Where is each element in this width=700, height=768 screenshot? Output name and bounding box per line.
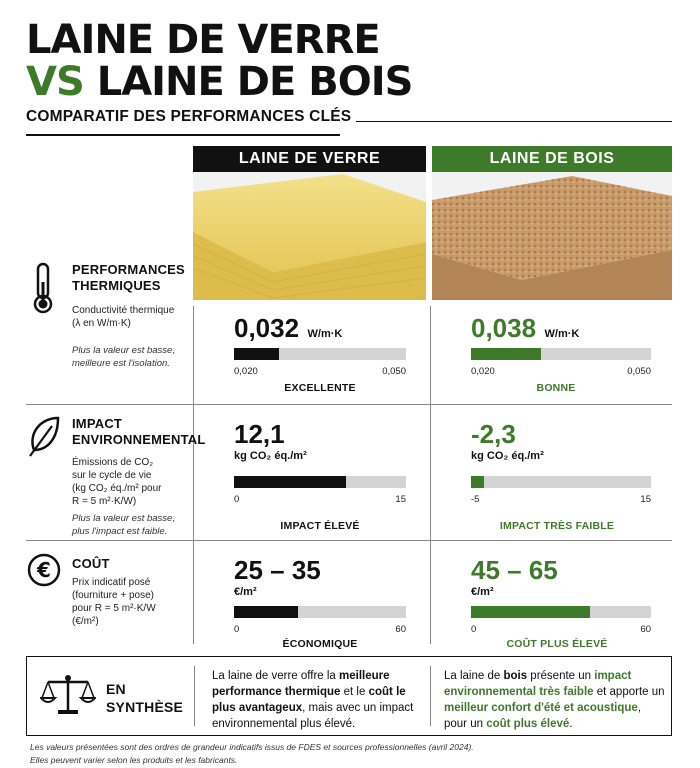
- synthesis-label: [106, 680, 183, 716]
- env-bois-max: 15: [640, 494, 651, 505]
- env-bois-number: -2,3: [471, 419, 516, 449]
- env-bois-min: -5: [471, 494, 480, 505]
- row-cost-desc-1: Prix indicatif posé: [72, 577, 151, 588]
- synthesis-bois-text: [444, 668, 666, 732]
- cost-verre-min: 0: [234, 624, 240, 635]
- row-env-desc-4: R = 5 m²·K/W): [72, 496, 137, 507]
- row-thermal-label-2: THERMIQUES: [72, 278, 161, 293]
- row-thermal-description: [72, 304, 174, 330]
- synthesis-verre-text: [212, 668, 420, 732]
- row-thermal-note-1: Plus la valeur est basse,: [72, 345, 175, 356]
- balance-scale-icon: [40, 672, 96, 721]
- thermal-verre-bar-fill: [234, 348, 279, 360]
- euro-icon: [26, 552, 62, 593]
- row-cost-description: [72, 576, 156, 628]
- env-verre-max: 15: [395, 494, 406, 505]
- row-cost-desc-4: (€/m²): [72, 616, 99, 627]
- synthesis-divider-1: [194, 666, 195, 726]
- cost-bois-number: 45 – 65: [471, 555, 558, 585]
- cost-bois-unit: €/m²: [471, 586, 494, 598]
- synthesis-bois-g2: meilleur confort d'été et acoustique: [444, 702, 638, 714]
- synthesis-verre-b1: meilleure performance thermique: [212, 670, 390, 698]
- title-line-1: LAINE DE VERRE: [26, 17, 380, 63]
- env-bois-bar: [471, 476, 651, 488]
- env-verre-unit: kg CO₂ éq./m²: [234, 450, 307, 462]
- synthesis-verre-t1: La laine de verre offre la: [212, 670, 340, 682]
- synthesis-label-1: EN: [106, 681, 126, 697]
- cost-bois-min: 0: [471, 624, 477, 635]
- subtitle-underline: [26, 134, 340, 136]
- thermal-bois-rating: BONNE: [536, 382, 576, 394]
- env-verre-bar-fill: [234, 476, 346, 488]
- cost-bois-rating: COÛT PLUS ÉLEVÉ: [506, 638, 608, 650]
- env-verre-rating: IMPACT ÉLEVÉ: [280, 520, 360, 532]
- env-verre-bar: [234, 476, 406, 488]
- synthesis-bois-t3: et apporte un: [593, 686, 665, 698]
- row-divider-2: [26, 540, 672, 541]
- thermal-verre-number: 0,032: [234, 313, 300, 343]
- row-env-note-2: plus l'impact est faible.: [72, 526, 168, 537]
- synthesis-verre-b2: coût le plus avantageux: [212, 686, 406, 714]
- row-divider-1: [26, 404, 672, 405]
- thermal-verre-rating: EXCELLENTE: [284, 382, 356, 394]
- synthesis-bois-g3: coût plus élevé: [486, 718, 570, 730]
- row-cost-desc-3: pour R = 5 m²·K/W: [72, 603, 156, 614]
- row-thermal-desc-2: (λ en W/m·K): [72, 318, 131, 329]
- cost-verre-unit: €/m²: [234, 586, 257, 598]
- thermal-bois-unit: W/m·K: [544, 328, 580, 340]
- row-env-label-1: IMPACT: [72, 416, 123, 431]
- row-cost-label: COÛT: [72, 556, 110, 571]
- cost-verre-number: 25 – 35: [234, 555, 321, 585]
- thermometer-icon: [28, 262, 58, 319]
- row-thermal-note: [72, 344, 175, 370]
- cost-bois-max: 60: [640, 624, 651, 635]
- title-vs: VS: [26, 59, 84, 105]
- cost-verre-bar-fill: [234, 606, 298, 618]
- column-divider-left: [193, 306, 194, 644]
- row-thermal-label: [72, 262, 185, 294]
- cost-bois-bar-fill: [471, 606, 590, 618]
- thermal-verre-max: 0,050: [382, 366, 406, 377]
- title-line-2: [26, 59, 413, 105]
- thermal-bois-number: 0,038: [471, 313, 537, 343]
- svg-text:€: €: [37, 558, 51, 582]
- env-verre-min: 0: [234, 494, 240, 505]
- cost-verre-max: 60: [395, 624, 406, 635]
- wood-wool-image: [432, 172, 672, 300]
- row-thermal-label-1: PERFORMANCES: [72, 262, 185, 277]
- synthesis-verre-t2: et le: [340, 686, 369, 698]
- title-line-2-rest: LAINE DE BOIS: [96, 59, 413, 105]
- synthesis-bois-g1: impact environnemental très faible: [444, 670, 632, 698]
- synthesis-bois-t2: présente un: [527, 670, 595, 682]
- thermal-bois-min: 0,020: [471, 366, 495, 377]
- cost-verre-bar: [234, 606, 406, 618]
- footer-line-2: Elles peuvent varier selon les produits et les fabricants.: [30, 755, 238, 765]
- thermal-bois-value: [471, 314, 579, 342]
- env-verre-number: 12,1: [234, 419, 285, 449]
- column-divider-middle: [430, 306, 431, 644]
- row-env-desc-3: (kg CO₂ éq./m² pour: [72, 483, 162, 494]
- env-bois-rating: IMPACT TRÈS FAIBLE: [499, 520, 615, 532]
- synthesis-bois-t5: .: [569, 718, 573, 730]
- thermal-bois-bar-fill: [471, 348, 541, 360]
- env-bois-bar-fill: [471, 476, 484, 488]
- synthesis-divider-2: [430, 666, 431, 726]
- thermal-verre-unit: W/m·K: [307, 328, 343, 340]
- subtitle-rule: [356, 121, 672, 122]
- row-env-description: [72, 456, 161, 508]
- row-env-desc-2: sur le cycle de vie: [72, 470, 152, 481]
- row-thermal-note-2: meilleure est l'isolation.: [72, 358, 170, 369]
- synthesis-bois-t4: , pour un: [444, 702, 642, 730]
- column-header-bois: LAINE DE BOIS: [432, 146, 672, 172]
- column-header-verre: LAINE DE VERRE: [193, 146, 426, 172]
- row-cost-desc-2: (fourniture + pose): [72, 590, 154, 601]
- synthesis-bois-t1: La laine de: [444, 670, 504, 682]
- footer-line-1: Les valeurs présentées sont des ordres de grandeur indicatifs issus de FDES et sources professionnelles (avril 2024).: [30, 742, 474, 752]
- glass-wool-image: [193, 172, 426, 300]
- synthesis-label-2: SYNTHÈSE: [106, 699, 184, 715]
- env-bois-unit: kg CO₂ éq./m²: [471, 450, 544, 462]
- row-thermal-desc-1: Conductivité thermique: [72, 305, 175, 316]
- thermal-verre-min: 0,020: [234, 366, 258, 377]
- cost-verre-rating: ÉCONOMIQUE: [282, 638, 358, 650]
- row-env-note: [72, 512, 175, 538]
- row-env-label-2: ENVIRONNEMENTAL: [72, 432, 206, 447]
- thermal-verre-value: [234, 314, 342, 342]
- synthesis-bois-b1: bois: [503, 670, 528, 682]
- row-env-desc-1: Émissions de CO₂: [72, 457, 154, 468]
- thermal-bois-bar: [471, 348, 651, 360]
- page-subtitle: COMPARATIF DES PERFORMANCES CLÉS: [26, 108, 352, 125]
- row-env-label: [72, 416, 205, 448]
- leaf-icon: [26, 414, 62, 463]
- thermal-verre-bar: [234, 348, 406, 360]
- synthesis-verre-t3: , mais avec un impact environnemental plus élevé.: [212, 702, 414, 730]
- row-env-note-1: Plus la valeur est basse,: [72, 513, 175, 524]
- cost-bois-bar: [471, 606, 651, 618]
- thermal-bois-max: 0,050: [627, 366, 651, 377]
